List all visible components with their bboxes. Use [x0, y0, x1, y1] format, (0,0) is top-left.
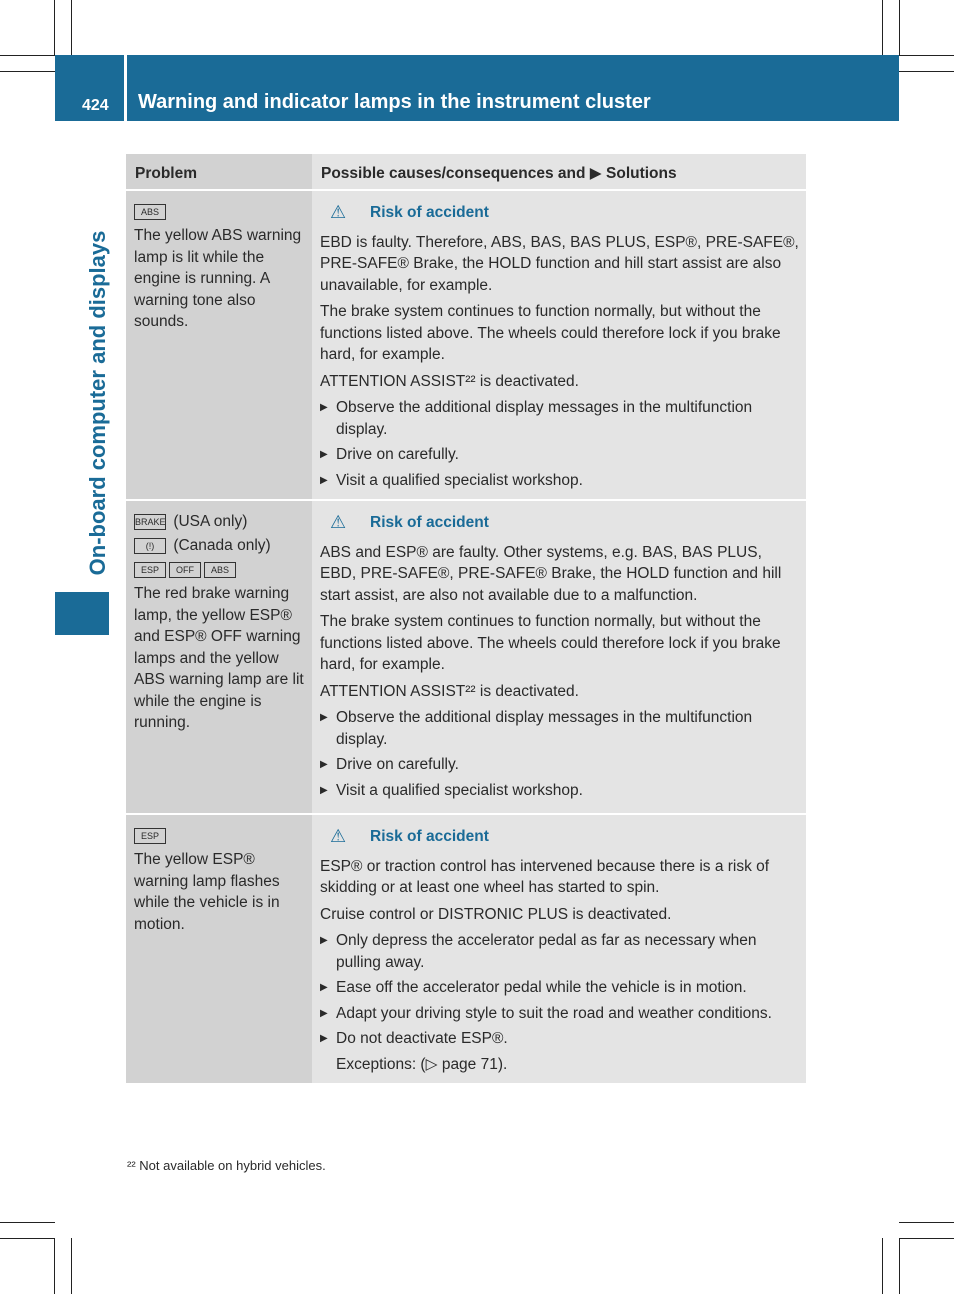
cause-text: ESP® or traction control has intervened because there is a risk of skidding or at least one wheel has started to spin. — [320, 857, 770, 896]
cause-text: Cruise control or DISTRONIC PLUS is deactivated. — [320, 905, 672, 923]
arrow-icon: ▶ — [320, 982, 328, 993]
crop-mark — [71, 0, 72, 55]
side-chapter-tab — [55, 592, 109, 635]
crop-mark — [882, 1238, 883, 1294]
arrow-icon: ▶ — [320, 1007, 328, 1019]
warning-label: Risk of accident — [370, 204, 489, 221]
crop-mark — [0, 1238, 55, 1239]
esp-off-lamp-icon: OFF — [169, 562, 201, 578]
warning-triangle-icon: ⚠ — [330, 826, 347, 846]
table-header — [126, 154, 806, 189]
cause-text: ATTENTION ASSIST²² is deactivated. — [320, 372, 579, 390]
step-item: ▶ Visit a qualified specialist workshop. — [320, 780, 800, 802]
brake-warning-canada-icon: (!) — [134, 538, 166, 554]
cause-text: ATTENTION ASSIST²² is deactivated. — [320, 682, 579, 700]
problem-text: The yellow ABS warning lamp is lit while the engine is running. A warning tone also sounds. — [134, 227, 302, 330]
crop-mark — [882, 0, 883, 55]
cause-text: EBD is faulty. Therefore, ABS, BAS, BAS PLUS, ESP®, PRE-SAFE®, PRE-SAFE® Brake, the HOLD function and hill start assist are also unavailable, for example. — [320, 233, 799, 294]
crop-mark — [899, 55, 954, 56]
step-item: ▶ Visit a qualified specialist workshop. — [320, 470, 800, 492]
arrow-icon: ▶ — [320, 1033, 328, 1044]
crop-mark — [899, 1238, 900, 1294]
col-problem-header: Problem — [126, 154, 312, 189]
col-solutions-header: Possible causes/consequences and ▶ Solutions — [312, 154, 806, 189]
exceptions-note: Exceptions: (▷ page 71). — [336, 1055, 508, 1073]
crop-mark — [0, 1222, 55, 1223]
cause-text: ABS and ESP® are faulty. Other systems, e.g. BAS, BAS PLUS, EBD, PRE-SAFE®, PRE-SAFE® Brake, the HOLD function and hill start assist, are also not available due to a malfunction. — [320, 543, 782, 604]
crop-mark — [71, 1238, 72, 1294]
crop-mark — [899, 0, 900, 55]
esp-lamp-icon: ESP — [134, 828, 166, 844]
table-row — [126, 813, 806, 1083]
crop-mark — [0, 71, 55, 72]
arrow-icon: ▶ — [320, 784, 328, 796]
step-item: ▶ Adapt your driving style to suit the road and weather conditions. — [320, 1003, 800, 1025]
arrow-icon: ▶ — [320, 449, 328, 460]
page-title: Warning and indicator lamps in the instrument cluster — [138, 91, 651, 113]
problem-text: The red brake warning lamp, the yellow ESP® and ESP® OFF warning lamps and the yellow ABS warning lamp are lit while the engine is running. — [134, 585, 304, 731]
cause-text: The brake system continues to function normally, but without the functions listed above. The wheels could therefore lock if you brake hard, for example. — [320, 303, 781, 363]
page-number: 424 — [82, 97, 109, 114]
lamp-table — [126, 154, 806, 1083]
crop-mark — [54, 1238, 55, 1294]
arrow-icon: ▶ — [320, 402, 328, 413]
step-item: ▶ Observe the additional display messages in the multifunction display. — [320, 709, 753, 748]
brake-lamp-icon: BRAKE — [134, 514, 166, 530]
step-item: ▶ Drive on carefully. — [320, 754, 800, 776]
warning-triangle-icon: ⚠ — [330, 512, 347, 532]
canada-only-label: (Canada only) — [173, 537, 271, 554]
problem-text: The yellow ESP® warning lamp flashes while the vehicle is in motion. — [134, 851, 280, 933]
crop-mark — [899, 1238, 954, 1239]
arrow-icon: ▶ — [320, 712, 328, 723]
arrow-icon: ▶ — [320, 935, 328, 946]
crop-mark — [54, 0, 55, 55]
arrow-icon: ▶ — [320, 474, 328, 486]
cause-text: The brake system continues to function normally, but without the functions listed above. The wheels could therefore lock if you brake hard, for example. — [320, 613, 781, 673]
warning-label: Risk of accident — [370, 514, 489, 531]
solution-cell — [312, 501, 806, 813]
header-divider — [124, 55, 127, 121]
warning-triangle-icon: ⚠ — [330, 202, 347, 222]
crop-mark — [899, 1222, 954, 1223]
side-chapter-title: On-board computer and displays — [85, 230, 110, 576]
arrow-icon: ▶ — [320, 759, 328, 770]
crop-mark — [899, 71, 954, 72]
abs-lamp-icon: ABS — [204, 562, 236, 578]
step-item: ▶ Do not deactivate ESP®. — [320, 1028, 800, 1050]
solution-cell — [312, 191, 806, 499]
step-item: ▶ Drive on carefully. — [320, 444, 800, 466]
problem-cell — [126, 191, 312, 499]
step-item: ▶ Ease off the accelerator pedal while the vehicle is in motion. — [320, 977, 800, 999]
step-item: ▶ Observe the additional display messages in the multifunction display. — [320, 399, 753, 438]
table-row — [126, 499, 806, 813]
crop-mark — [0, 55, 55, 56]
solution-cell — [312, 815, 806, 1083]
abs-lamp-icon: ABS — [134, 204, 166, 220]
esp-lamp-icon: ESP — [134, 562, 166, 578]
warning-label: Risk of accident — [370, 828, 489, 845]
usa-only-label: (USA only) — [173, 513, 248, 530]
footnote: ²² Not available on hybrid vehicles. — [127, 1158, 326, 1173]
table-row — [126, 189, 806, 499]
step-item: ▶ Only depress the accelerator pedal as far as necessary when pulling away. — [320, 932, 757, 971]
problem-cell — [126, 501, 312, 813]
problem-cell — [126, 815, 312, 1083]
